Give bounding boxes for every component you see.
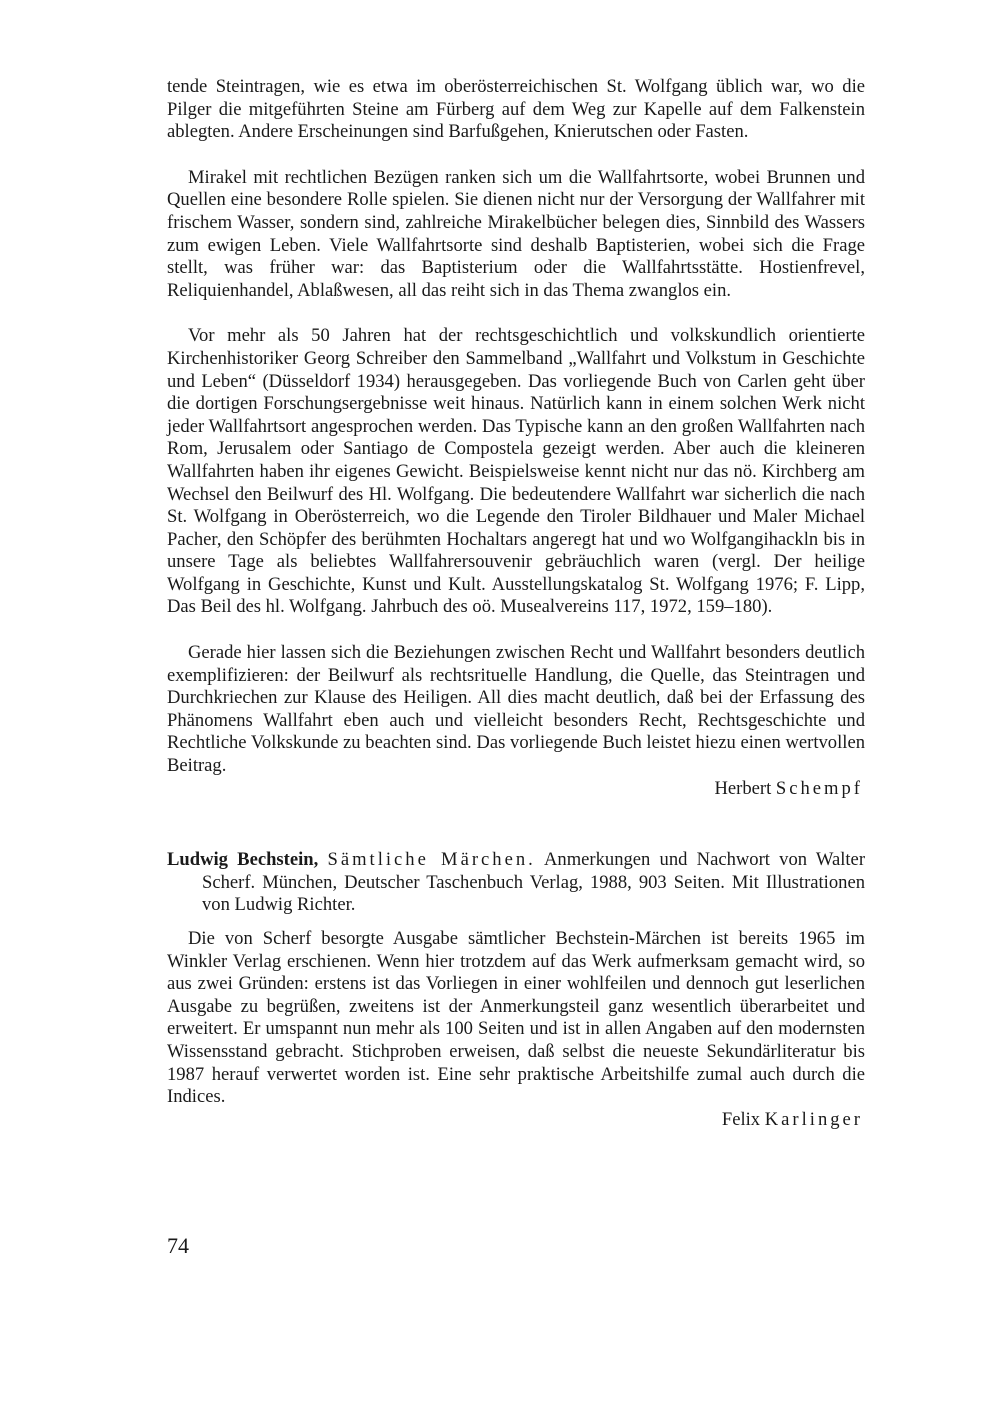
page-body (167, 76, 865, 1131)
reviewer-signature (167, 1109, 865, 1132)
paragraph-gap (167, 144, 865, 167)
reviewer-first-name: Herbert (714, 777, 772, 799)
review-paragraph: Mirakel mit rechtlichen Bezügen ranken sich um die Wallfahrtsorte, wobei Brunnen und Quellen eine besondere Rolle spielen. Sie dienen nicht nur der Versorgung der Wallfahrer mit frischem Wasser, sondern sind, zahlreiche Mirakelbücher belegen dies, Sinnbild des Wassers zum ewigen Leben. Viele Wallfahrtsorte sind deshalb Baptisterien, wobei sich die Frage stellt, was früher war: das Baptisterium oder die Wallfahrtsstätte. Hostienfrevel, Reliquienhandel, Ablaßwesen, all das reiht sich in das Thema zwanglos ein. (167, 166, 865, 301)
book-author: Ludwig Bechstein, (167, 849, 319, 871)
book-title: Sämtliche Märchen. (327, 849, 536, 871)
reviewer-last-name: Karlinger (764, 1108, 863, 1130)
reviewer-first-name: Felix (721, 1108, 761, 1130)
paragraph-gap (167, 917, 865, 928)
review-paragraph: Gerade hier lassen sich die Beziehungen zwischen Recht und Wallfahrt besonders deutlich exemplifizieren: der Beilwurf als rechtsrituelle Handlung, die Quelle, das Steintragen und Durchkriechen zur Klause des Heiligen. All dies macht deutlich, daß bei der Erfassung des Phänomens Wallfahrt eben auch und vielleicht besonders Recht, Rechtsgeschichte und Rechtliche Volkskunde zu beachten sind. Das vorliegende Buch leistet hiezu einen wertvollen Beitrag. (167, 642, 865, 777)
page-number: 74 (167, 1233, 189, 1258)
review-paragraph: Die von Scherf besorgte Ausgabe sämtlicher Bechstein-Märchen ist bereits 1965 im Winkler Verlag erschienen. Wenn hier trotzdem auf das Werk aufmerksam gemacht wird, so aus zwei Gründen: erstens ist das Vorliegen in einer wohlfeilen und dennoch gut leserlichen Ausgabe zu begrüßen, zweitens ist der Anmerkungsteil ganz wesentlich überarbeitet und erweitert. Er umspannt nun mehr als 100 Seiten und ist in allen Angaben auf den modernsten Wissensstand gebracht. Stichproben erweisen, daß selbst die neueste Sekundärliteratur bis 1987 herauf verwertet worden ist. Eine sehr praktische Arbeitshilfe zumal auch durch die Indices. (167, 928, 865, 1108)
review-separator (167, 800, 865, 849)
paragraph-gap (167, 619, 865, 642)
book-details: Anmerkungen und Nachwort von Walter Scherf. München, Deutscher Taschenbuch Verlag, 1988, 903 Seiten. Mit Illustrationen von Ludwig Richter. (202, 849, 866, 916)
review-paragraph: Vor mehr als 50 Jahren hat der rechtsgeschichtlich und volkskundlich orientierte Kirchenhistoriker Georg Schreiber den Sammelband „Wallfahrt und Volkstum in Geschichte und Leben“ (Düsseldorf 1934) herausgegeben. Das vorliegende Buch von Carlen geht über die dortigen Forschungsergebnisse weit hinaus. Natürlich kann in einem solchen Werk nicht jeder Wallfahrtsort angesprochen werden. Das Typische kann an den großen Wallfahrten nach Rom, Jerusalem oder Santiago de Compostela gezeigt werden. Aber auch die kleineren Wallfahrten haben ihr eigenes Gewicht. Beispielsweise kennt nicht nur das nö. Kirchberg am Wechsel den Beilwurf des Hl. Wolfgang. Die bedeutendere Wallfahrt war sicherlich die nach St. Wolfgang in Oberösterreich, wo die Legende den Tiroler Bildhauer und Maler Michael Pacher, den Schöpfer des berühmten Hochaltars angeregt hat und wo Wolfgangihackln bis in unsere Tage als beliebtes Wallfahrersouvenir gebräuchlich waren (vergl. Der heilige Wolfgang in Geschichte, Kunst und Kult. Ausstellungskatalog St. Wolfgang 1976; F. Lipp, Das Beil des hl. Wolfgang. Jahrbuch des oö. Musealvereins 117, 1972, 159–180). (167, 325, 865, 618)
reviewer-last-name: Schempf (775, 777, 863, 799)
paragraph-gap (167, 302, 865, 325)
reviewer-signature (167, 778, 865, 801)
review-paragraph-continuation: tende Steintragen, wie es etwa im oberösterreichischen St. Wolfgang üblich war, wo die Pilger die mitgeführten Steine am Fürberg auf dem Weg zur Kapelle auf dem Falkenstein ablegten. Andere Erscheinungen sind Barfußgehen, Knierutschen oder Fasten. (167, 76, 865, 143)
book-citation (167, 849, 865, 917)
